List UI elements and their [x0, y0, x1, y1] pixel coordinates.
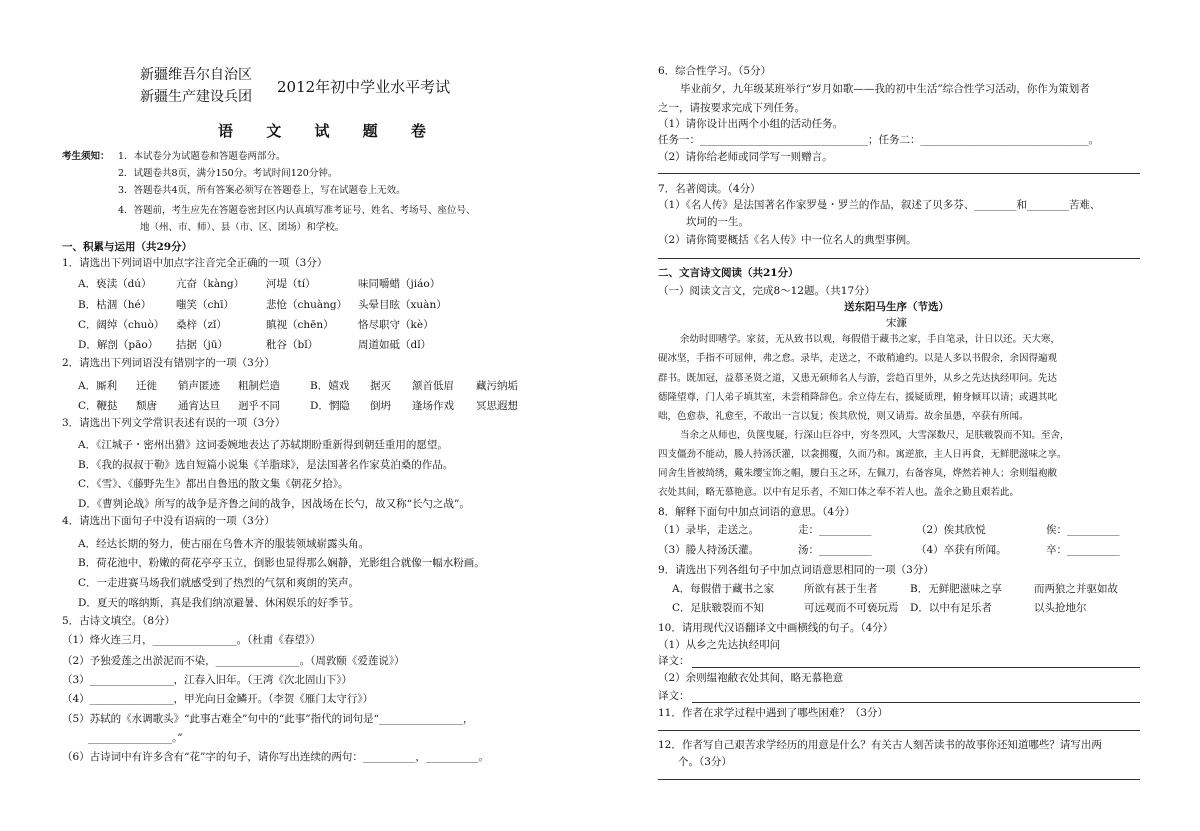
- question-10: 10．请用现代汉语翻译文中画横线的句子。（4分）: [658, 622, 894, 634]
- q5-item: （6）古诗词中有许多含有“花”字的句子，请你写出连续的两句：__________，__________。: [62, 751, 489, 763]
- q1-option-word: 恪尽职守（kè）: [358, 319, 434, 331]
- q10-sub-1: （1）从乡之先达执经叩问: [658, 639, 781, 651]
- q6-task-line: 任务一：________________________________；任务二：________________________________。: [658, 134, 1099, 146]
- q2-option-word: 通宵达旦: [178, 400, 220, 412]
- question-11: 11．作者在求学过程中遇到了哪些困难？（3分）: [658, 707, 889, 719]
- q3-option: B．《我的叔叔于勒》选自短篇小说集《羊脂球》，是法国著名作家莫泊桑的作品。: [78, 459, 454, 471]
- translation-label: 译文：: [658, 690, 690, 702]
- q1-option-word: 拮据（jū）: [176, 339, 229, 351]
- q1-option-word: 嗤笑（chī）: [176, 299, 235, 311]
- notice-label: 考生须知：: [62, 151, 110, 162]
- subsection-1: （一）阅读文言文，完成8～12题。（共17分）: [658, 285, 876, 297]
- passage-line: 同舍生皆被绮绣，戴朱缨宝饰之帽，腰白玉之环，左佩刀，右备容臭，烨然若神人；余则缊袍敝: [658, 468, 1058, 479]
- passage-line: 德隆望尊，门人弟子填其室，未尝稍降辞色。余立侍左右，援疑质理，俯身倾耳以请；或遇其叱: [658, 392, 1058, 403]
- answer-line: [658, 730, 1140, 731]
- q2-option-word: 颔首低眉: [412, 380, 454, 392]
- answer-line: [658, 173, 1140, 174]
- section-1-heading: 一、积累与运用（共29分）: [62, 241, 193, 253]
- q1-option: C．阔绰（chuò）: [78, 319, 165, 331]
- q6-text: 之一，请按要求完成下列任务。: [658, 102, 805, 114]
- notice-item: 4．答题前，考生应先在答题卷密封区内认真填写准考证号、姓名、考场号、座位号、: [118, 205, 476, 216]
- q4-option: C．一走进赛马场我们就感受到了热烈的气氛和爽朗的笑声。: [78, 577, 360, 589]
- q2-option-word: 倒坍: [370, 400, 391, 412]
- q7-sub-1: （1）《名人传》是法国著名作家罗曼・罗兰的作品，叙述了贝多芬、________和________苦难、: [658, 199, 1101, 211]
- q9-option: B．无鲜肥滋味之享: [910, 583, 1002, 595]
- section-2-heading: 二、文言诗文阅读（共21分）: [658, 267, 799, 279]
- question-7: 7．名著阅读。（4分）: [658, 183, 761, 195]
- q8-item: （2）俟其欣悦: [916, 524, 986, 536]
- q6-sub-2: （2）请你给老师或同学写一则赠言。: [658, 151, 833, 163]
- q4-option: B．荷花池中，粉嫩的荷花亭亭玉立，倒影也显得那么娴静，光影组合就像一幅水粉画。: [78, 557, 485, 569]
- q5-item: （3）________________，江春入旧年。（王湾《次北固山下》）: [62, 674, 353, 686]
- passage-line: 四支僵劲不能动，媵人持汤沃灌，以衾拥覆，久而乃和。寓逆旅，主人日再食，无鲜肥滋味之享。: [658, 449, 1067, 460]
- q8-item: （1）录毕，走送之。: [658, 524, 760, 536]
- q2-option-word: 颓唐: [136, 400, 157, 412]
- question-8: 8．解释下面句中加点词语的意思。（4分）: [658, 506, 856, 518]
- question-5: 5．古诗文填空。（8分）: [62, 615, 176, 627]
- q3-option: A．《江城子・密州出猎》这词委婉地表达了苏轼期盼重新得到朝廷重用的愿望。: [78, 439, 448, 451]
- passage-line: 衣处其间，略无慕艳意。以中有足乐者，不知口体之奉不若人也。盖余之勤且艰若此。: [658, 487, 1020, 498]
- q1-option-word: 瞋视（chēn）: [266, 319, 334, 331]
- passage-title: 送东阳马生序（节选）: [844, 301, 949, 313]
- q5-item: （1）烽火连三月，________________。（杜甫《春望》）: [62, 634, 321, 646]
- question-2: 2．请选出下列词语没有错别字的一项（3分）: [62, 357, 275, 369]
- exam-name: 2012年初中学业水平考试: [277, 78, 451, 96]
- q1-option-word: 悲怆（chuàng）: [266, 299, 348, 311]
- question-9: 9．请选出下列各组句子中加点词语意思相同的一项（3分）: [658, 564, 934, 576]
- notice-item: 3．答题卷共4页，所有答案必须写在答题卷上，写在试题卷上无效。: [118, 185, 406, 196]
- notice-item: 2．试题卷共8页，满分150分。考试时间120分钟。: [118, 168, 338, 179]
- passage-line: 咄，色愈恭，礼愈至，不敢出一言以复；俟其欣悦，则又请焉。故余虽愚，卒获有所闻。: [658, 411, 1029, 422]
- q8-item: （4）卒获有所闻。: [916, 544, 1007, 556]
- q2-option-word: 销声匿迹: [178, 380, 220, 392]
- passage-line: 余幼时即嗜学。家贫，无从致书以观，每假借于藏书之家，手自笔录，计日以还。天大寒，: [680, 334, 1061, 345]
- q1-option-word: 桑梓（zǐ）: [176, 319, 227, 331]
- paper-title: 语 文 试 题 卷: [218, 122, 440, 140]
- translation-label: 译文：: [658, 655, 690, 667]
- q8-blank: 汤：__________: [798, 544, 872, 556]
- q9-option: D．以中有足乐者: [910, 602, 992, 614]
- answer-line: [692, 667, 1140, 668]
- question-6: 6．综合性学习。（5分）: [658, 65, 772, 77]
- question-12-cont: 个。（3分）: [678, 756, 732, 768]
- q9-option-pair: 所欲有甚于生者: [804, 583, 878, 595]
- q8-blank: 卒：__________: [1046, 544, 1120, 556]
- q8-blank: 走：__________: [798, 524, 872, 536]
- q9-option: C．足肤皲裂而不知: [672, 602, 765, 614]
- q6-sub-1: （1）请你设计出两个小组的活动任务。: [658, 118, 844, 130]
- region-bingtuan: 新疆生产建设兵团: [140, 89, 252, 105]
- q1-option-word: 秕谷（bǐ）: [266, 339, 319, 351]
- q2-option-word: 迥乎不同: [238, 400, 280, 412]
- q1-option: B．枯涸（hé）: [78, 299, 152, 311]
- q2-option-word: 藏污纳垢: [476, 380, 518, 392]
- passage-line: 当余之从师也，负箧曳屣，行深山巨谷中，穷冬烈风，大雪深数尺，足肤皲裂而不知。至舍，: [680, 430, 1070, 441]
- passage-author: 宋濂: [886, 317, 907, 329]
- q7-sub-1-cont: 坎坷的一生。: [686, 216, 749, 228]
- question-4: 4．请选出下面句子中没有语病的一项（3分）: [62, 515, 275, 527]
- q9-option-pair: 以头抢地尔: [1034, 602, 1087, 614]
- q9-option: A．每假借于藏书之家: [672, 583, 775, 595]
- q9-option-pair: 可远观而不可亵玩焉: [804, 602, 899, 614]
- q8-item: （3）媵人持汤沃灌。: [658, 544, 760, 556]
- question-12: 12．作者写自己艰苦求学经历的用意是什么？有关古人刻苦读书的故事你还知道哪些？请写出两: [658, 739, 1102, 751]
- q1-option-word: 味同嚼蜡（jiáo）: [358, 278, 441, 290]
- q10-sub-2: （2）余则缊袍敝衣处其间，略无慕艳意: [658, 672, 844, 684]
- q1-option-word: 周道如砥（dǐ）: [358, 339, 432, 351]
- question-1: 1．请选出下列词语中加点字注音完全正确的一项（3分）: [62, 257, 328, 269]
- q2-option: B．嬉戏: [310, 380, 350, 392]
- notice-item: 1．本试卷分为试题卷和答题卷两部分。: [118, 151, 286, 162]
- notice-item: 地（州、市、师）、县（市、区、团场）和学校。: [140, 222, 345, 233]
- q2-option-word: 迁徙: [136, 380, 157, 392]
- q8-blank: 俟：__________: [1046, 524, 1120, 536]
- q2-option-word: 冥思遐想: [476, 400, 518, 412]
- q1-option-word: 头晕目眩（xuàn）: [358, 299, 447, 311]
- q5-item: （4）________________，甲光向日金鳞开。（李贺《雁门太守行》）: [62, 693, 374, 705]
- answer-line: [658, 258, 1140, 259]
- question-3: 3．请选出下列文学常识表述有误的一项（3分）: [62, 417, 286, 429]
- q3-option: C．《雪》、《藤野先生》都出自鲁迅的散文集《朝花夕拾》。: [78, 478, 349, 490]
- q1-option-word: 河堤（tí）: [266, 278, 316, 290]
- q2-option: C．鞭挞: [78, 400, 118, 412]
- q4-option: D．夏天的喀纳斯，真是我们纳凉避暑、休闲娱乐的好季节。: [78, 597, 360, 609]
- q7-sub-2: （2）请你简要概括《名人传》中一位名人的典型事例。: [658, 234, 917, 246]
- q2-option: A．厮利: [78, 380, 118, 392]
- q1-option: D．解剖（pāo）: [78, 339, 159, 351]
- q5-item: ________________。”: [88, 732, 183, 744]
- q2-option-word: 粗制烂造: [238, 380, 280, 392]
- q4-option: A．经达长期的努力，使古丽在乌鲁木齐的服装领域崭露头角。: [78, 538, 370, 550]
- q9-option-pair: 而两狼之并驱如故: [1034, 583, 1118, 595]
- passage-line: 砚冰坚，手指不可屈伸，弗之怠。录毕，走送之，不敢稍逾约。以是人多以书假余，余因得遍观: [658, 353, 1058, 364]
- answer-line: [692, 702, 1140, 703]
- q1-option-word: 亢奋（kàng）: [176, 278, 245, 290]
- q5-item: （5）苏轼的《水调歌头》“此事古难全”句中的“此事”指代的词句是“________________，: [62, 713, 474, 725]
- q3-option: D．《曹刿论战》所写的战争是齐鲁之间的战争，因战场在长勺，故又称“长勺之战”。: [78, 498, 470, 510]
- q2-option-word: 逢场作戏: [412, 400, 454, 412]
- q1-option: A．亵渎（dú）: [78, 278, 152, 290]
- q2-option-word: 据灭: [370, 380, 391, 392]
- q6-text: 毕业前夕，九年级某班举行“岁月如歌——我的初中生活”综合性学习活动，你作为策划者: [680, 83, 1090, 95]
- q2-option: D．惘隐: [310, 400, 350, 412]
- answer-line: [658, 779, 1140, 780]
- q5-item: （2）予独爱莲之出淤泥而不染，________________。（周敦颐《爱莲说》）: [62, 655, 405, 667]
- region-xinjiang: 新疆维吾尔自治区: [140, 67, 252, 83]
- passage-line: 群书。既加冠，益慕圣贤之道，又患无硕师名人与游，尝趋百里外，从乡之先达执经叩问。先达: [658, 373, 1058, 384]
